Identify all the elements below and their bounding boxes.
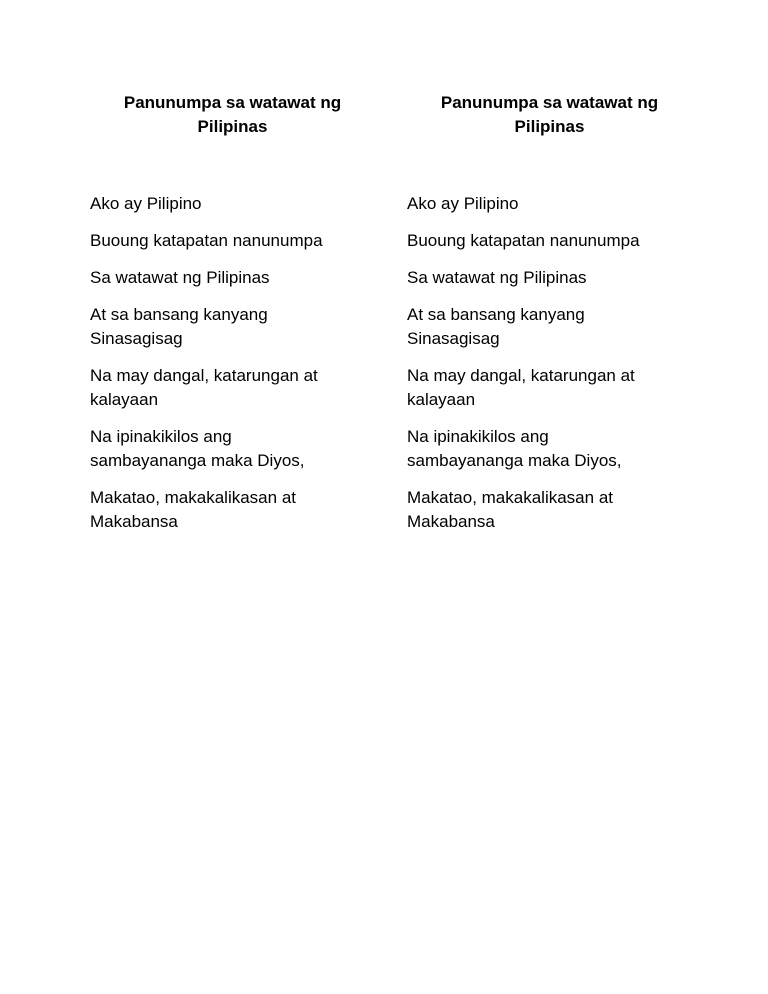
pledge-line-text: Buoung katapatan nanunumpa (90, 231, 323, 250)
pledge-line (90, 425, 375, 473)
pledge-line-text: Na may dangal, katarungan at (90, 366, 318, 385)
pledge-line-text: Sa watawat ng Pilipinas (90, 268, 270, 287)
pledge-line (90, 486, 375, 534)
pledge-line-text: Sa watawat ng Pilipinas (407, 268, 587, 287)
pledge-line (407, 486, 692, 534)
pledge-line (90, 229, 375, 253)
pledge-line (90, 303, 375, 351)
pledge-line (90, 266, 375, 290)
pledge-lines (90, 192, 375, 534)
pledge-line-text: Buoung katapatan nanunumpa (407, 231, 640, 250)
pledge-line (407, 229, 692, 253)
pledge-line (407, 266, 692, 290)
pledge-line-text: Na ipinakikilos ang (90, 427, 232, 446)
pledge-line-text: Makatao, makakalikasan at (407, 488, 613, 507)
pledge-title-line: Panunumpa sa watawat ng (123, 93, 342, 112)
pledge-title-line: Pilipinas (197, 117, 268, 136)
pledge-title-line: Panunumpa sa watawat ng (440, 93, 659, 112)
pledge-title (90, 90, 375, 139)
pledge-title (407, 90, 692, 139)
pledge-line-text: kalayaan (90, 390, 159, 409)
pledge-line (90, 192, 375, 216)
pledge-line-text: Makabansa (90, 512, 178, 531)
pledge-line (90, 364, 375, 412)
pledge-line-text: At sa bansang kanyang (407, 305, 585, 324)
pledge-lines (407, 192, 692, 534)
pledge-line-text: sambayananga maka Diyos, (407, 451, 622, 470)
pledge-line-text: sambayananga maka Diyos, (90, 451, 305, 470)
pledge-line (407, 192, 692, 216)
pledge-line-text: Makabansa (407, 512, 495, 531)
pledge-column-right (407, 90, 692, 547)
pledge-title-line: Pilipinas (514, 117, 585, 136)
pledge-line-text: kalayaan (407, 390, 476, 409)
pledge-line-text: At sa bansang kanyang (90, 305, 268, 324)
pledge-line-text: Sinasagisag (90, 329, 183, 348)
pledge-column-left (90, 90, 375, 547)
pledge-line-text: Makatao, makakalikasan at (90, 488, 296, 507)
pledge-line-text: Ako ay Pilipino (90, 194, 202, 213)
pledge-line-text: Ako ay Pilipino (407, 194, 519, 213)
pledge-line (407, 303, 692, 351)
pledge-line-text: Na may dangal, katarungan at (407, 366, 635, 385)
pledge-line-text: Na ipinakikilos ang (407, 427, 549, 446)
pledge-line-text: Sinasagisag (407, 329, 500, 348)
pledge-line (407, 364, 692, 412)
pledge-line (407, 425, 692, 473)
